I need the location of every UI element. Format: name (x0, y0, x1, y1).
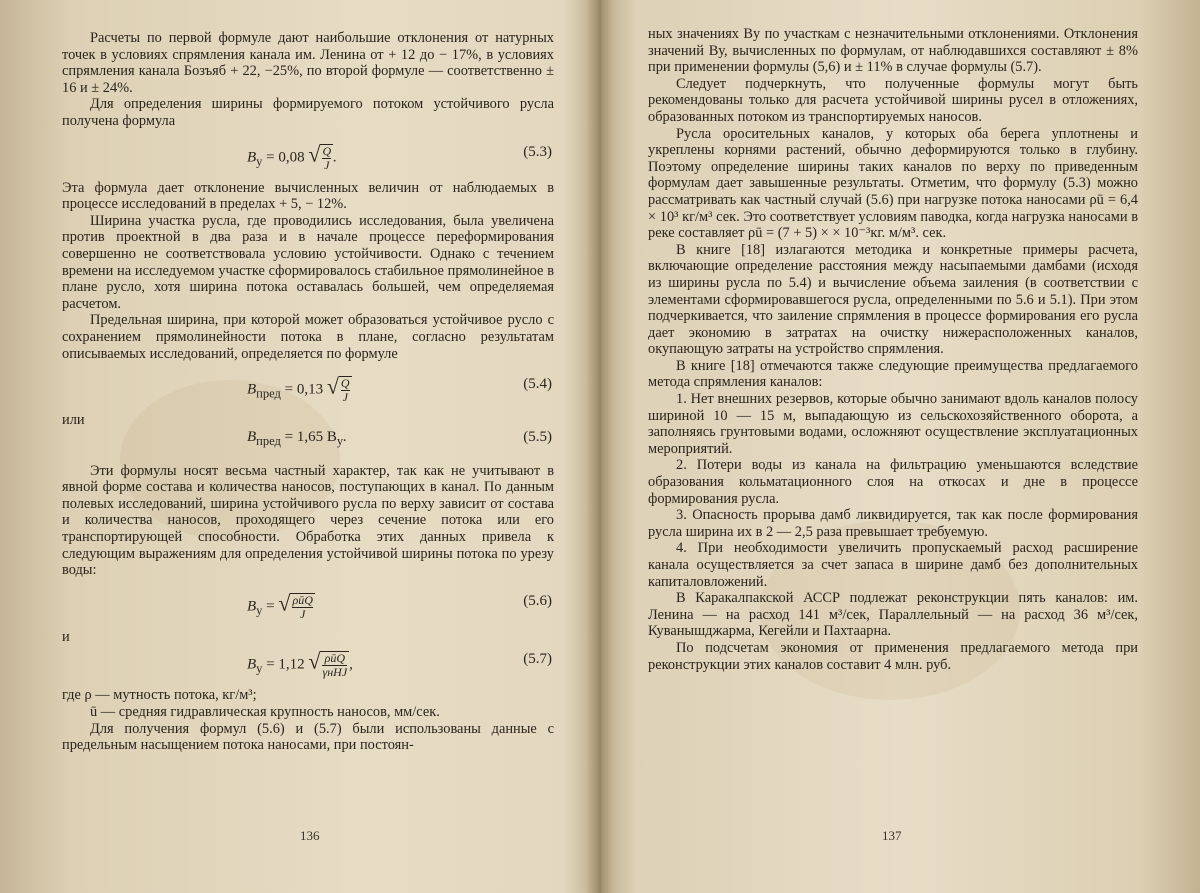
paragraph: Для определения ширины формируемого потоком устойчивого русла получена формула (62, 96, 554, 129)
book-gutter (586, 0, 614, 893)
paragraph: Расчеты по первой формуле дают наибольшие отклонения от натурных точек в условиях спрямления канала им. Ленина от + 12 до − 17%, в условиях спрямления канала Бозъяб + 22, −25%, по второй формуле — соответственно ± 16 и ± 24%. (62, 30, 554, 96)
paragraph: ных значениях Bу по участкам с незначительными отклонениями. Отклонения значений Bу, вычисленных по формулам, от наблюдавшихся составляют ± 8% при применении формулы (5,6) и ± 11% в случае формулы (5.7). (648, 26, 1138, 76)
right-page (648, 26, 1138, 673)
list-item: 1. Нет внешних резервов, которые обычно занимают вдоль каналов полосу шириной 10 — 15 м, выпадающую из сельскохозяйственного оборота, а заполняясь грунтовыми водами, осложняют осуществление эксплуатационных мероприятий. (648, 391, 1138, 457)
paragraph: По подсчетам экономия от применения предлагаемого метода при реконструкции этих каналов составит 4 млн. руб. (648, 639, 1138, 673)
formula-5-3 (62, 138, 554, 172)
paragraph: Следует подчеркнуть, что полученные формулы могут быть рекомендованы только для расчета устойчивой ширины русел в отложениях, образованных потоком из транспортируемых наносов. (648, 75, 1138, 125)
formula-5-4 (62, 370, 554, 404)
paragraph: В книге [18] излагаются методика и конкретные примеры расчета, включающие определение расстояния между насыпаемыми дамбами (исходя из ширины русла по 5.4) и вычисление объема заиления (в соответствии с элементами сформировавшегося русла, определенными по 5.6 и 5.1). При этом подчеркивается, что заиление спрямления в процессе формирования его русла дает экономию в затратах на очистку нижерасположенных каналов, окупающую затраты на устройство спрямления. (648, 241, 1138, 358)
paragraph: где ρ — мутность потока, кг/м³; (62, 687, 257, 704)
paragraph: В Каракалпакской АССР подлежат реконструкции пять каналов: им. Ленина — на расход 141 м³/сек, Параллельный — на расход 36 м³/сек, Куванышджарма, Кегейли и Пахтаарна. (648, 590, 1138, 640)
list-item: 2. Потери воды из канала на фильтрацию уменьшаются вследствие образования кольматационного слоя на откосах и дне в процессе формирования русла. (648, 457, 1138, 507)
formula-5-7 (62, 645, 554, 679)
formula-number: (5.6) (523, 592, 552, 609)
formula-expression: $B_у = 1,12$ √ ρūQ γнHJ , (247, 648, 353, 680)
list-item: 4. При необходимости увеличить пропускаемый расход расширение канала осуществляется за счет запаса в ширине дамб без дополнительных капиталовложений. (648, 540, 1138, 590)
connector-and: и (62, 628, 70, 645)
left-page (62, 30, 554, 754)
formula-expression: $B_у = 0,08$ √ $\frac{Q}{J}$ . (247, 141, 337, 172)
formula-expression: $B_у$ = √ ρūQ J (247, 590, 313, 621)
formula-number: (5.7) (523, 651, 552, 668)
formula-5-6 (62, 587, 554, 621)
paragraph: Для получения формул (5.6) и (5.7) были использованы данные с предельным насыщением потока наносами, при постоян- (62, 720, 554, 754)
paragraph: ū — средняя гидравлическая крупность наносов, мм/сек. (90, 704, 440, 721)
formula-number: (5.5) (523, 428, 552, 445)
paragraph: Эта формула дает отклонение вычисленных величин от наблюдаемых в процессе исследований в пределах + 5, − 12%. (62, 179, 554, 213)
page-number-right: 137 (882, 828, 902, 843)
formula-5-5 (62, 429, 554, 455)
formula-number: (5.3) (523, 143, 552, 160)
formula-expression: $B_{пред} = 0,13$ √ $\frac{Q}{J}$ (247, 373, 350, 405)
paragraph: Эти формулы носят весьма частный характер, так как не учитывают в явной форме состава и количества наносов, поступающих в канал. По данным полевых исследований, ширина устойчивого русла по верху зависит от состава и количества наносов, проходящего через сечение потока или его транспортирующей способности. Обработка этих данных привела к следующим выражениям для определения устойчивой ширины потока по урезу воды: (62, 462, 554, 579)
connector-or: или (62, 412, 85, 429)
page-number-left: 136 (300, 828, 320, 843)
formula-number: (5.4) (523, 376, 552, 393)
formula-expression: $B_{пред} = 1,65$ $B_у$. (247, 428, 347, 448)
paragraph: Русла оросительных каналов, у которых оба берега уплотнены и укреплены корнями растений, обычно деформируются только в глубину. Поэтому определение ширины таких каналов по верху по приведенным формулам дает завышенные результаты. Отметим, что формулу (5.3) можно рассматривать как частный случай (5.6) при нагрузке потока наносами ρū = 6,4 × 10³ кг/м³ сек. Это соответствует условиям паводка, когда нагрузка наносами в реке составляет ρū = (7 + 5) × × 10⁻³кг. м/м³. сек. (648, 125, 1138, 242)
paragraph: В книге [18] отмечаются также следующие преимущества предлагаемого метода спрямления каналов: (648, 357, 1138, 391)
list-item: 3. Опасность прорыва дамб ликвидируется, так как после формирования русла ширина их в 2 — 2,5 раза превышает требуемую. (648, 507, 1138, 540)
paragraph: Ширина участка русла, где проводились исследования, была увеличена против проектной в два раза и в начале процессе переформирования совершенно не соответствовала условию устойчивости. Однако с течением времени на исследуемом участке сформировалось стабильное прямолинейное в плане русло, хотя ширина потока оставалась большей, чем определяемая расчетом. (62, 212, 554, 312)
paragraph: Предельная ширина, при которой может образоваться устойчивое русло с сохранением прямолинейности потока в плане, согласно результатам описываемых исследований, определяется по формуле (62, 312, 554, 362)
